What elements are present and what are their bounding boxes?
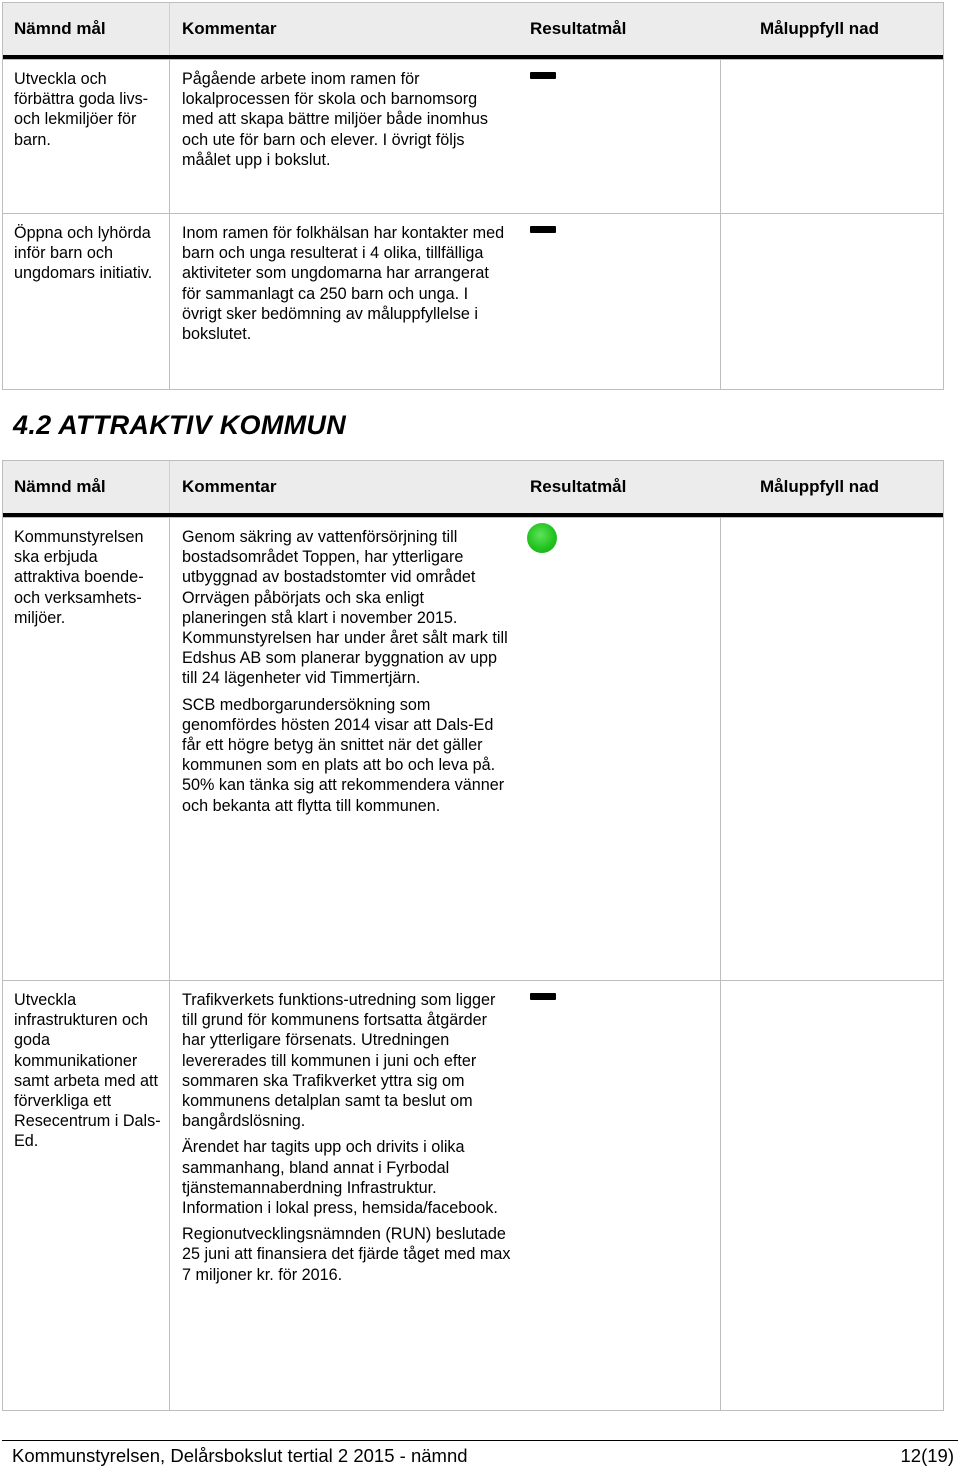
- header-goal: Nämnd mål: [14, 477, 106, 496]
- page-number: 12(19): [900, 1445, 954, 1466]
- comment-paragraph: Genom säkring av vattenförsörjning till bostadsområdet Toppen, har ytterligare utbyggnad av bostadstomter vid området Orrvägen påbörjats och ska enligt planeringen stå klart i november 2015. Kommunstyrelsen har under året sålt mark till Edshus AB som planerar byggnation av upp till 24 lägenheter vid Timmertjärn.: [182, 528, 508, 688]
- goal-table-2: [2, 460, 944, 1411]
- comment-paragraph: Trafikverkets funktions-utredning som ligger till grund för kommunens fortsatta åtgärder har ytterligare försenats. Utredningen levererades till kommunen i juni och efter sommaren ska Trafikverket yttra sig om kommunens detalplan samt ta beslut om bangårdslösning.: [182, 991, 496, 1131]
- status-dash-icon: [530, 993, 556, 1000]
- fulfilment-cell: [720, 60, 943, 213]
- result-cell: [518, 214, 720, 389]
- fulfilment-cell: [720, 981, 943, 1410]
- table-row: [3, 980, 943, 1410]
- table-header: [3, 461, 943, 517]
- header-comment: Kommentar: [169, 3, 518, 55]
- comment-cell: [169, 518, 518, 980]
- comment-paragraph: SCB medborgarundersökning som genomfördes hösten 2014 visar att Dals-Ed får ett högre betyg än snittet när det gäller kommunen som en plats att bo och leva på. 50% kan tänka sig att rekommendera vänner och bekanta att flytta till kommunen.: [182, 695, 505, 815]
- comment-cell: Inom ramen för folkhälsan har kontakter med barn och unga resulterat i 4 olika, tillfälliga aktiviteter som ungdomarna har arrangerat för sammanlagt ca 250 barn och unga. I övrigt sker bedömning av måluppfyllelse i bokslutet.: [169, 214, 518, 389]
- goal-cell: Öppna och lyhörda inför barn och ungdomars initiativ.: [14, 224, 153, 283]
- fulfilment-cell: [720, 214, 943, 389]
- table-header: [3, 3, 943, 59]
- header-comment: Kommentar: [169, 461, 518, 513]
- header-fulfilment: Måluppfyll nad: [760, 477, 879, 496]
- comment-paragraph: Regionutvecklingsnämnden (RUN) beslutade 25 juni att finansiera det fjärde tåget med max 7 miljoner kr. för 2016.: [182, 1225, 511, 1284]
- comment-cell: Pågående arbete inom ramen för lokalprocessen för skola och barnomsorg med att skapa bättre miljöer både inomhus och ute för barn och elever. I övrigt följs måålet upp i bokslut.: [169, 60, 518, 213]
- table-row: [3, 59, 943, 213]
- result-cell: [518, 981, 720, 1410]
- comment-paragraph: Ärendet har tagits upp och drivits i olika sammanhang, bland annat i Fyrbodal tjänstemannaberdning Infrastruktur. Information i lokal press, hemsida/facebook.: [182, 1138, 498, 1218]
- table-row: [3, 213, 943, 389]
- table-row: [3, 517, 943, 980]
- goal-table-1: [2, 2, 944, 390]
- status-dash-icon: [530, 226, 556, 233]
- header-result: Resultatmål: [530, 19, 627, 38]
- header-result: Resultatmål: [530, 477, 627, 496]
- result-cell: [518, 518, 720, 980]
- page-footer: [2, 1440, 958, 1467]
- status-dash-icon: [530, 72, 556, 79]
- result-cell: [518, 60, 720, 213]
- comment-cell: [169, 981, 518, 1410]
- section-heading: 4.2 ATTRAKTIV KOMMUN: [13, 410, 346, 440]
- footer-title: Kommunstyrelsen, Delårsbokslut tertial 2 2015 - nämnd: [12, 1445, 468, 1466]
- goal-cell: Utveckla infrastrukturen och goda kommunikationer samt arbeta med att förverkliga ett Resecentrum i Dals-Ed.: [14, 991, 161, 1151]
- goal-cell: Kommunstyrelsen ska erbjuda attraktiva boende- och verksamhets-miljöer.: [14, 528, 144, 627]
- goal-cell: Utveckla och förbättra goda livs- och lekmiljöer för barn.: [14, 70, 149, 149]
- header-fulfilment: Måluppfyll nad: [760, 19, 879, 38]
- status-green-icon: [527, 523, 557, 553]
- header-goal: Nämnd mål: [14, 19, 106, 38]
- fulfilment-cell: [720, 518, 943, 980]
